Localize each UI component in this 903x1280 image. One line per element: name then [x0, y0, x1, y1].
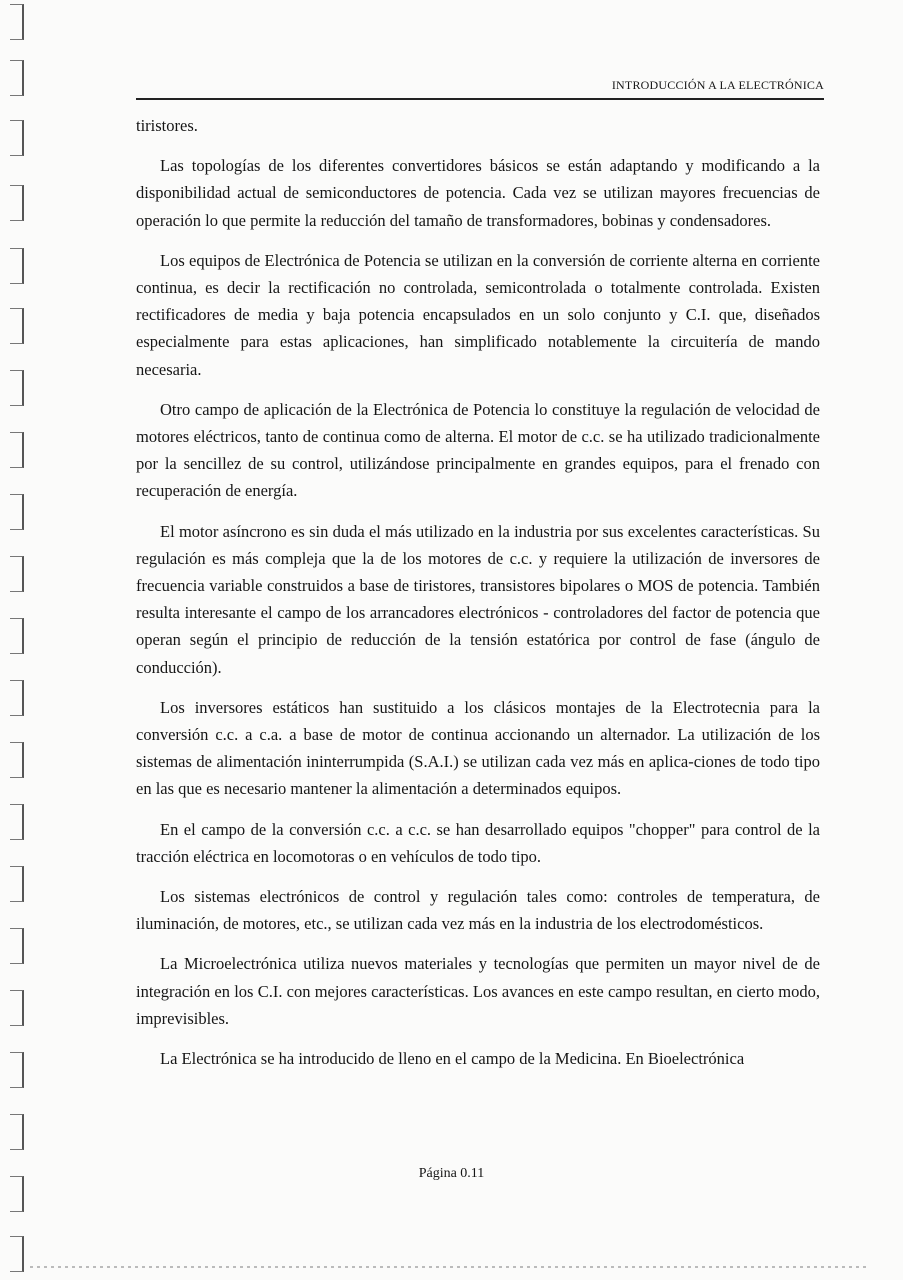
paragraph: Las topologías de los diferentes convertidores básicos se están adaptando y modificando a la disponibilidad actual de semiconductores de potencia. Cada vez se utilizan mayores frecuencias de operación lo que permite la reducción del tamaño de transformadores, bobinas y condensadores.	[136, 156, 820, 230]
paragraph: Los sistemas electrónicos de control y regulación tales como: controles de temperatura, de iluminación, de motores, etc., se utilizan cada vez más en la industria de los electrodomésticos.	[136, 887, 820, 934]
page-number: Página 0.11	[418, 1166, 485, 1181]
paragraph: En el campo de la conversión c.c. a c.c. se han desarrollado equipos "chopper" para control de la tracción eléctrica en locomotoras o en vehículos de todo tipo.	[136, 819, 820, 866]
paragraph: tiristores.	[136, 116, 198, 135]
paragraph: La Microelectrónica utiliza nuevos materiales y tecnologías que permiten un mayor nivel de de integración en los C.I. con mejores características. Los avances en este campo resultan, en cierto modo, imprevisibles.	[136, 954, 820, 1028]
body-text	[136, 112, 820, 1085]
header-title: INTRODUCCIÓN A LA ELECTRÓNICA	[611, 78, 824, 92]
paragraph: Los inversores estáticos han sustituido a los clásicos montajes de la Electrotecnia para la conversión c.c. a c.a. a base de motor de continua accionando un alternador. La utilización de los sistemas de alimentación ininterrumpida (S.A.I.) se utilizan cada vez más en aplica-ciones de todo tipo en las que es necesario mantener la alimentación a determinados equipos.	[136, 697, 820, 799]
binding-holes	[8, 0, 30, 1280]
scan-artifact	[30, 1266, 870, 1268]
paragraph: La Electrónica se ha introducido de lleno en el campo de la Medicina. En Bioelectrónica	[160, 1049, 745, 1069]
running-header	[136, 76, 824, 100]
paragraph: El motor asíncrono es sin duda el más utilizado en la industria por sus excelentes características. Su regulación es más compleja que la de los motores de c.c. y requiere la utilización de inversores de frecuencia variable construidos a base de tiristores, transistores bipolares o MOS de potencia. También resulta interesante el campo de los arrancadores electrónicos - controladores del factor de potencia que operan según el principio de reducción de la tensión estatórica por control de fase (ángulo de conducción).	[136, 521, 820, 677]
paragraph: Otro campo de aplicación de la Electrónica de Potencia lo constituye la regulación de velocidad de motores eléctricos, tanto de continua como de alterna. El motor de c.c. se ha utilizado tradicionalmente por la sencillez de su control, utilizándose principalmente en grandes equipos, para el frenado con recuperación de energía.	[136, 399, 820, 501]
paragraph: Los equipos de Electrónica de Potencia se utilizan en la conversión de corriente alterna en corriente continua, es decir la rectificación no controlada, semicontrolada o totalmente controlada. Existen rectificadores de media y baja potencia encapsulados en un solo conjunto y C.I. que, diseñados especialmente para estas aplicaciones, han simplificado notablemente la circuitería de mando necesaria.	[136, 250, 820, 379]
